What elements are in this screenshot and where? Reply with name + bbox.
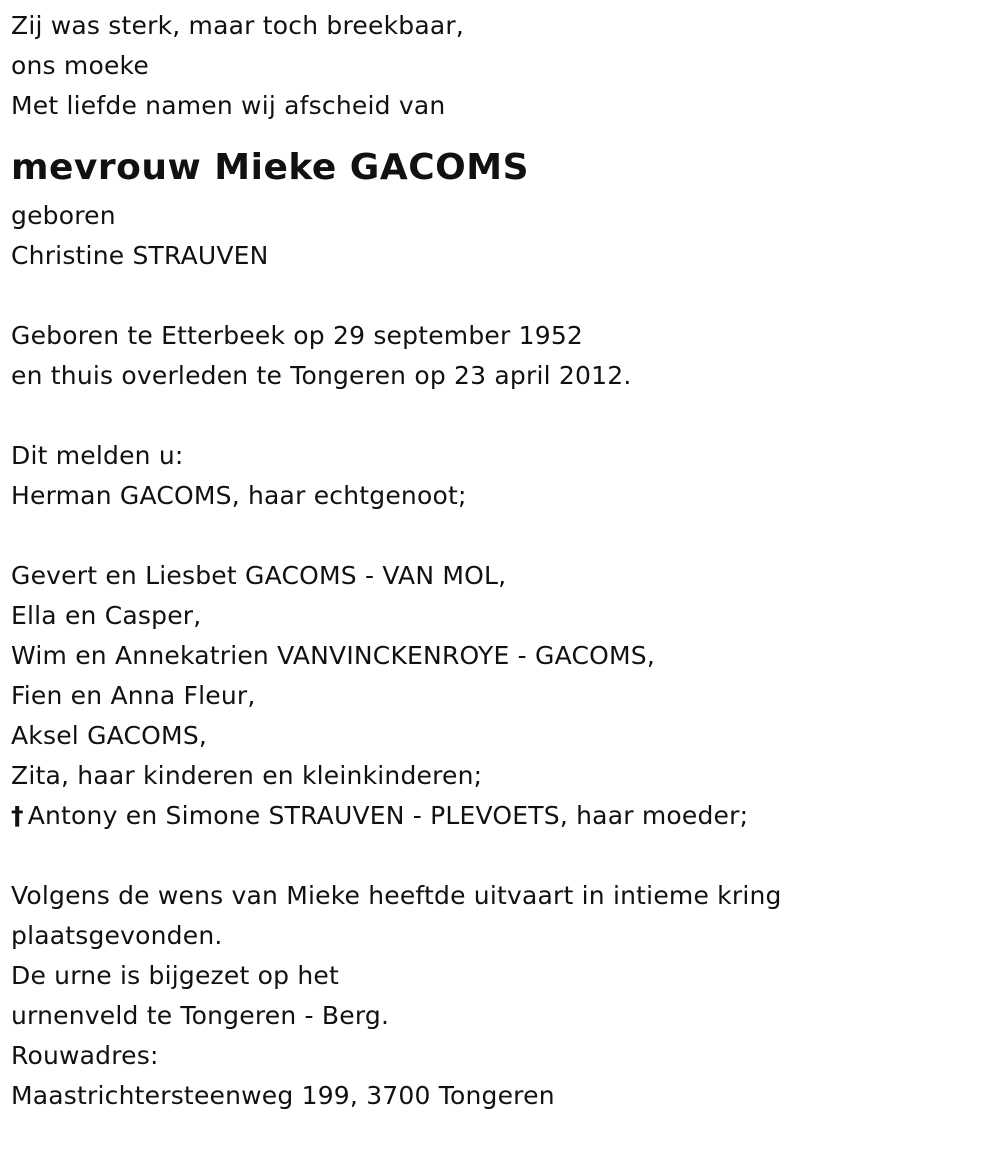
spacer [11, 396, 991, 436]
family-line-5: Aksel GACOMS, [11, 721, 208, 750]
deceased-name: mevrouw Mieke GACOMS [11, 147, 529, 188]
closing-line-2: plaatsgevonden. [11, 921, 223, 950]
family-line-2: Ella en Casper, [11, 601, 202, 630]
closing-line-4: urnenveld te Tongeren - Berg. [11, 1001, 390, 1030]
opening-line-3: Met liefde namen wij afscheid van [11, 91, 446, 120]
spouse-line: Herman GACOMS, haar echtgenoot; [11, 481, 467, 510]
opening-line-1: Zij was sterk, maar toch breekbaar, [11, 11, 464, 40]
family-line-3: Wim en Annekatrien VANVINCKENROYE - GACOMS, [11, 641, 655, 670]
born-label: geboren [11, 201, 116, 230]
closing-line-6: Maastrichtersteenweg 199, 3700 Tongeren [11, 1081, 555, 1110]
family-line-1: Gevert en Liesbet GACOMS - VAN MOL, [11, 561, 507, 590]
spacer [11, 516, 991, 556]
closing-line-3: De urne is bijgezet op het [11, 961, 339, 990]
cross-icon: † [11, 801, 24, 830]
closing-line-1: Volgens de wens van Mieke heeftde uitvaart in intieme kring [11, 881, 782, 910]
opening-line-2: ons moeke [11, 51, 149, 80]
obituary-notice [11, 6, 991, 1116]
closing-line-5: Rouwadres: [11, 1041, 159, 1070]
family-line-7 [11, 796, 991, 836]
death-date-line: en thuis overleden te Tongeren op 23 april 2012. [11, 361, 632, 390]
announcers-intro: Dit melden u: [11, 441, 184, 470]
family-line-6: Zita, haar kinderen en kleinkinderen; [11, 761, 483, 790]
birth-name: Christine STRAUVEN [11, 241, 269, 270]
birth-date-line: Geboren te Etterbeek op 29 september 1952 [11, 321, 584, 350]
family-line-4: Fien en Anna Fleur, [11, 681, 256, 710]
family-line-7-text: Antony en Simone STRAUVEN - PLEVOETS, haar moeder; [27, 801, 749, 830]
spacer [11, 836, 991, 876]
spacer [11, 276, 991, 316]
